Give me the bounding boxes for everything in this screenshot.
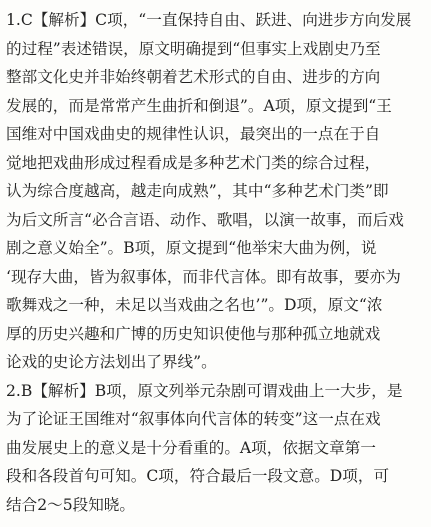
answer-1-line-4: 发展的，而是常常产生曲折和倒退”。A项，原文提到“王: [6, 96, 392, 115]
answer-1-line-2: 的过程”表述错误，原文明确提到“但事实上戏剧史乃至: [6, 39, 381, 58]
answer-1-line-12: 厚的历史兴趣和广博的历史知识使他与那种孤立地就戏: [6, 324, 381, 343]
answer-2-line-1: 2.B【解析】B项，原文列举元杂剧可谓戏曲上一大步，是: [6, 381, 403, 400]
answer-1-line-10: ‘现存大曲，皆为叙事体，而非代言体。即有故事，要亦为: [6, 267, 401, 286]
answer-1-line-9: 剧之意义始全”。B项，原文提到“他举宋大曲为例，说: [6, 239, 377, 257]
answer-1-line-7: 认为综合度越高，越走向成熟”，其中“多种艺术门类”即: [6, 182, 389, 200]
answer-2-line-5: 结合2～5段知晓。: [6, 495, 135, 514]
answer-2-line-2: 为了论证王国维对“叙事体向代言体的转变”这一点在戏: [6, 410, 381, 428]
answer-1-line-1: 1.C【解析】C项，“一直保持自由、跃进、向进步方向发展: [6, 11, 412, 29]
answer-1-line-5: 国维对中国戏曲史的规律性认识，最突出的一点在于自: [6, 125, 381, 143]
answer-1-line-8: 为后文所言“必合言语、动作、歌唱，以演一故事，而后戏: [6, 210, 404, 229]
answer-1-line-11: 歌舞戏之一种，未足以当戏曲之名也’”。D项，原文“浓: [6, 296, 383, 314]
answer-1-line-6: 觉地把戏曲形成过程看成是多种艺术门类的综合过程，: [6, 153, 381, 172]
answer-1-line-13: 论戏的史论方法划出了界线”。: [6, 353, 217, 371]
answer-1: [6, 6, 425, 377]
answer-2-line-4: 段和各段首句可知。C项，符合最后一段文意。D项，可: [6, 467, 390, 485]
answer-2: [6, 377, 425, 520]
answer-1-line-3: 整部文化史并非始终朝着艺术形式的自由、进步的方向: [6, 68, 381, 86]
answer-2-line-3: 曲发展史上的意义是十分看重的。A项，依据文章第一: [6, 438, 376, 457]
